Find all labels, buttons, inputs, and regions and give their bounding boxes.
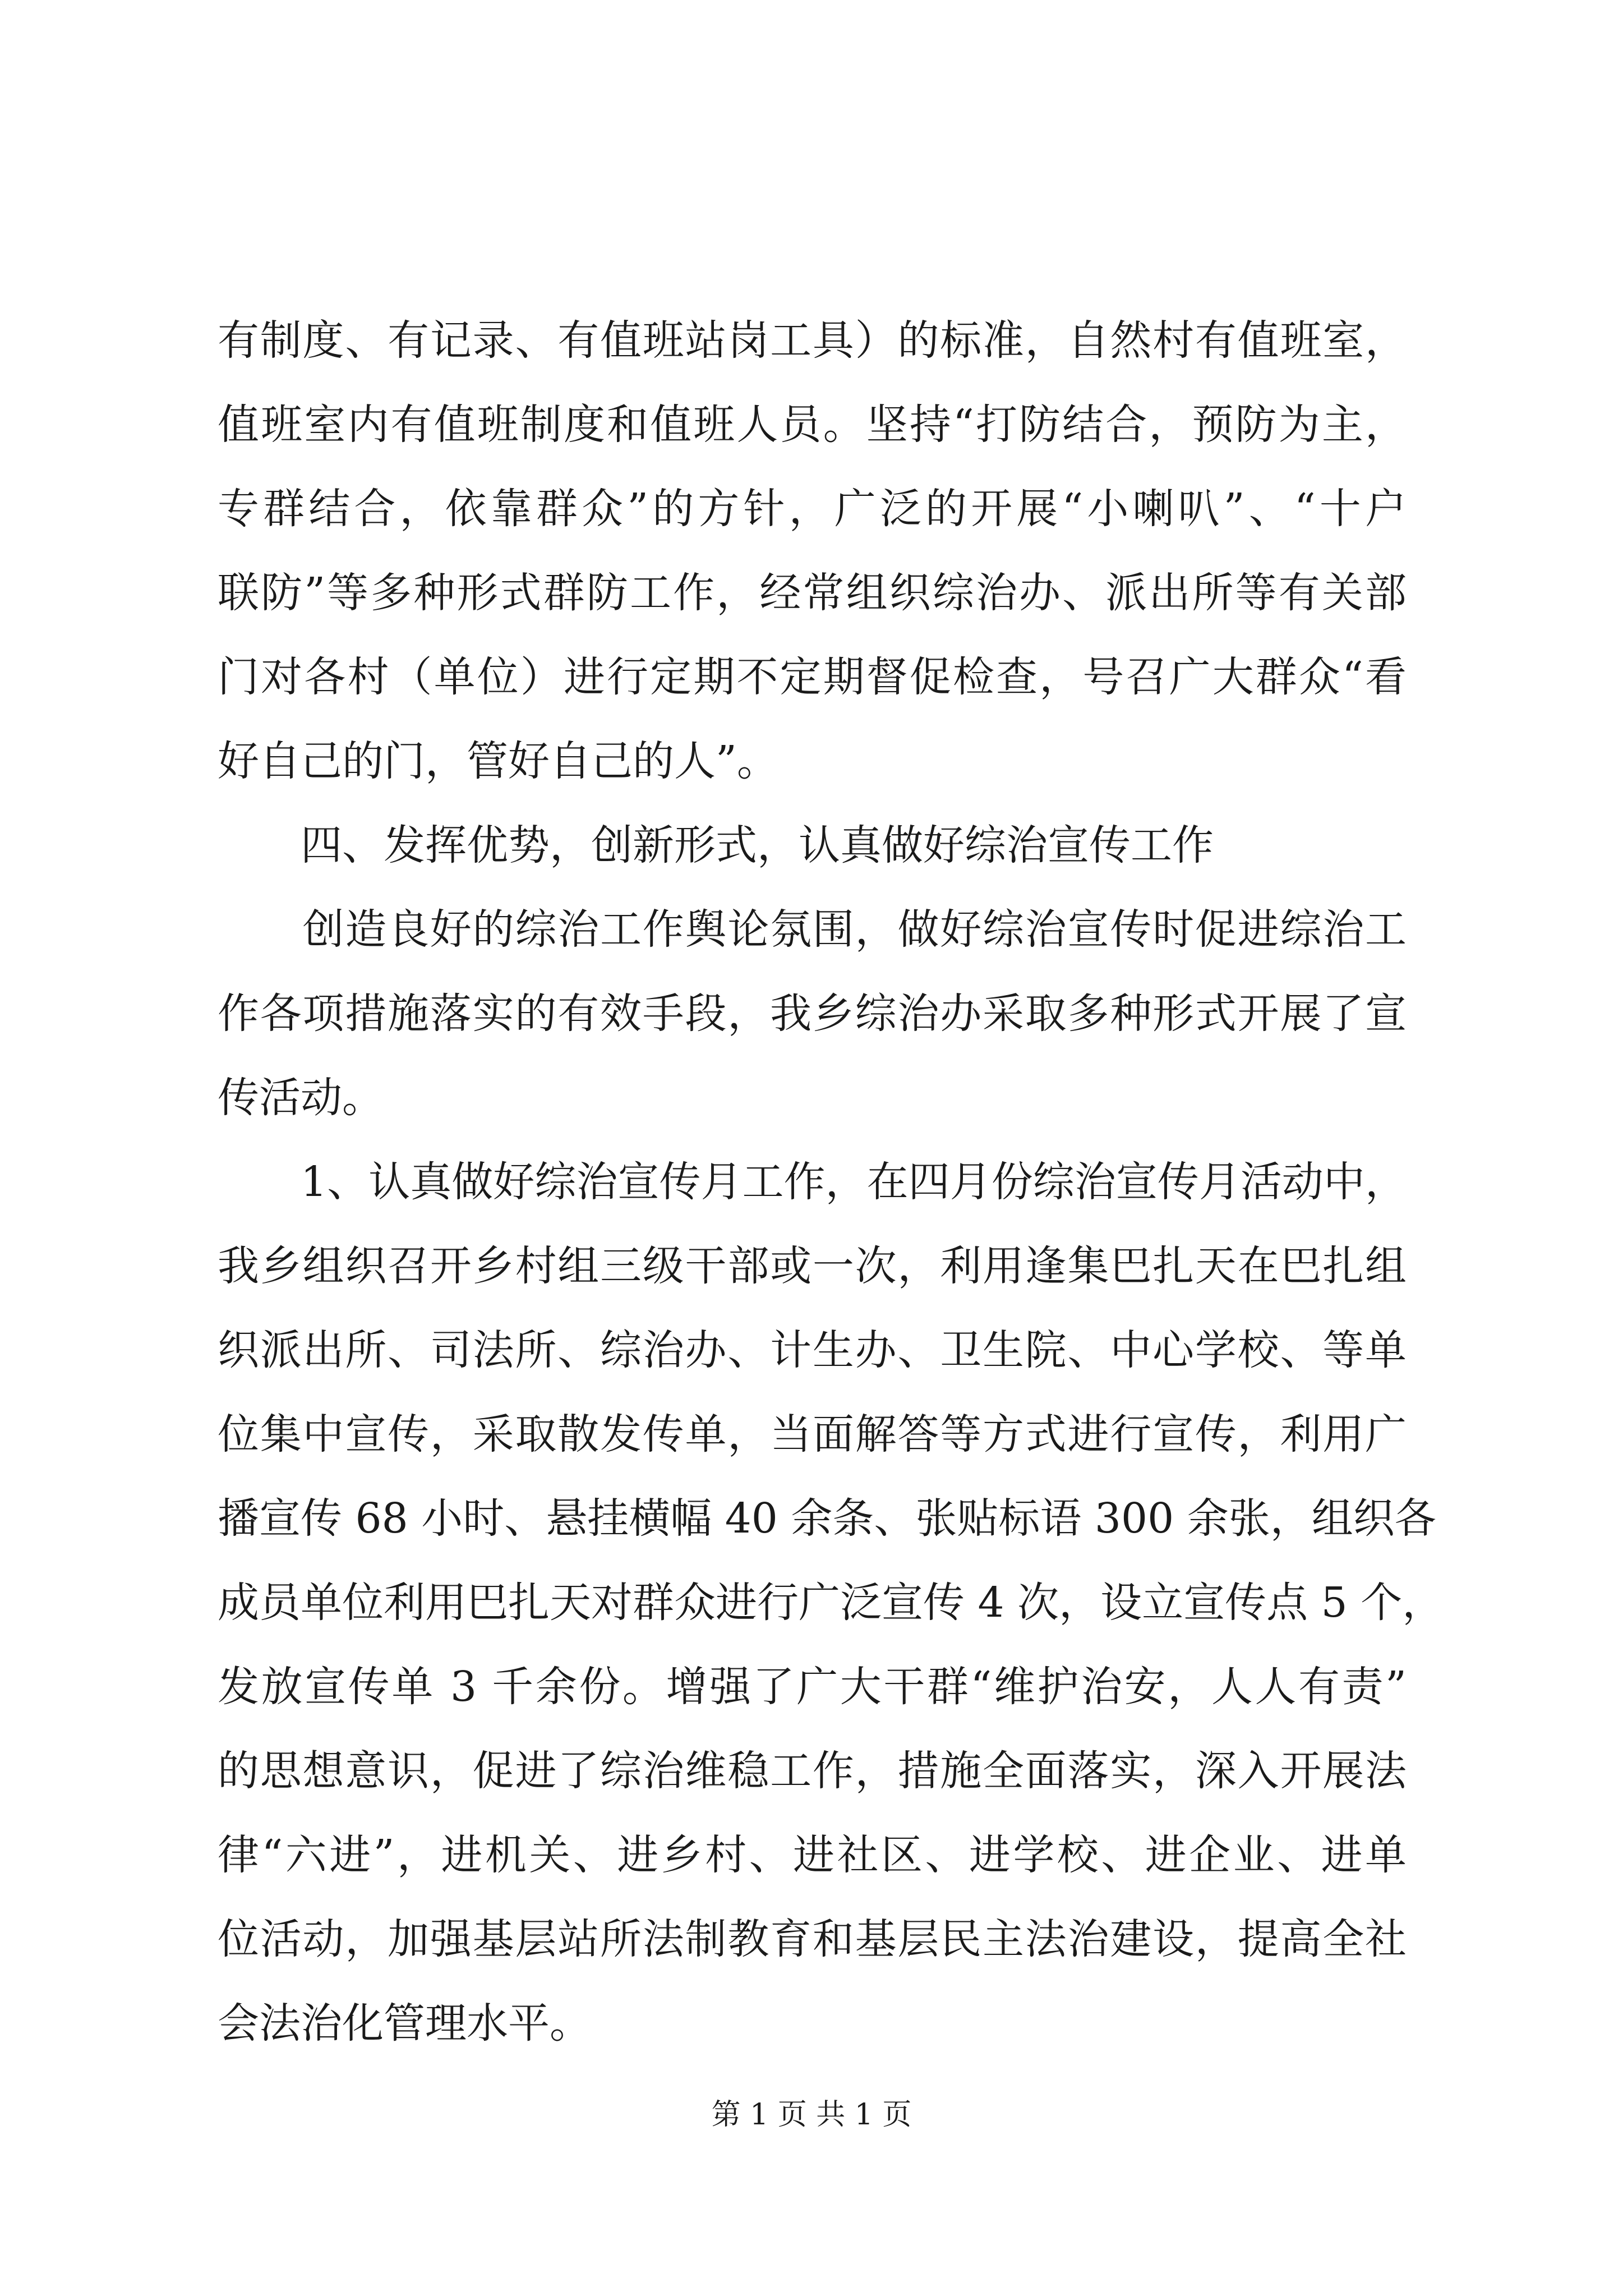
text-line: 值班室内有值班制度和值班人员。坚持“打防结合，预防为主， — [218, 401, 1407, 449]
text-line: 门对各村（单位）进行定期不定期督促检查，号召广大群众“看 — [218, 653, 1407, 701]
text-line: 律“六进”，进机关、进乡村、进社区、进学校、进企业、进单 — [218, 1831, 1407, 1879]
text-line: 发放宣传单 3 千余份。增强了广大干群“维护治安，人人有责” — [218, 1663, 1407, 1711]
text-line: 创造良好的综治工作舆论氛围，做好综治宣传时促进综治工 — [218, 905, 1407, 954]
text-line: 专群结合，依靠群众”的方针，广泛的开展“小喇叭”、“十户 — [218, 485, 1407, 533]
text-line: 位集中宣传，采取散发传单，当面解答等方式进行宣传，利用广 — [218, 1410, 1407, 1458]
page-number-footer: 第 1 页 共 1 页 — [711, 2098, 912, 2132]
text-line: 织派出所、司法所、综治办、计生办、卫生院、中心学校、等单 — [218, 1326, 1407, 1374]
text-line: 的思想意识，促进了综治维稳工作，措施全面落实，深入开展法 — [218, 1747, 1407, 1795]
text-line: 联防”等多种形式群防工作，经常组织综治办、派出所等有关部 — [218, 569, 1407, 617]
text-line: 播宣传 68 小时、悬挂横幅 40 余条、张贴标语 300 余张，组织各 — [218, 1494, 1436, 1543]
text-line: 1、认真做好综治宣传月工作，在四月份综治宣传月活动中， — [218, 1158, 1407, 1206]
text-line: 好自己的门，管好自己的人”。 — [218, 737, 778, 785]
text-line: 有制度、有记录、有值班站岗工具）的标准，自然村有值班室， — [218, 316, 1407, 365]
section-heading: 四、发挥优势，创新形式，认真做好综治宣传工作 — [218, 821, 1214, 869]
text-line: 传活动。 — [218, 1074, 384, 1122]
text-line: 成员单位利用巴扎天对群众进行广泛宣传 4 次，设立宣传点 5 个， — [218, 1579, 1444, 1627]
text-line: 我乡组织召开乡村组三级干部或一次，利用逢集巴扎天在巴扎组 — [218, 1242, 1407, 1290]
text-line: 位活动，加强基层站所法制教育和基层民主法治建设，提高全社 — [218, 1915, 1407, 1963]
text-line: 会法治化管理水平。 — [218, 1999, 591, 2047]
text-line: 作各项措施落实的有效手段，我乡综治办采取多种形式开展了宣 — [218, 990, 1407, 1038]
